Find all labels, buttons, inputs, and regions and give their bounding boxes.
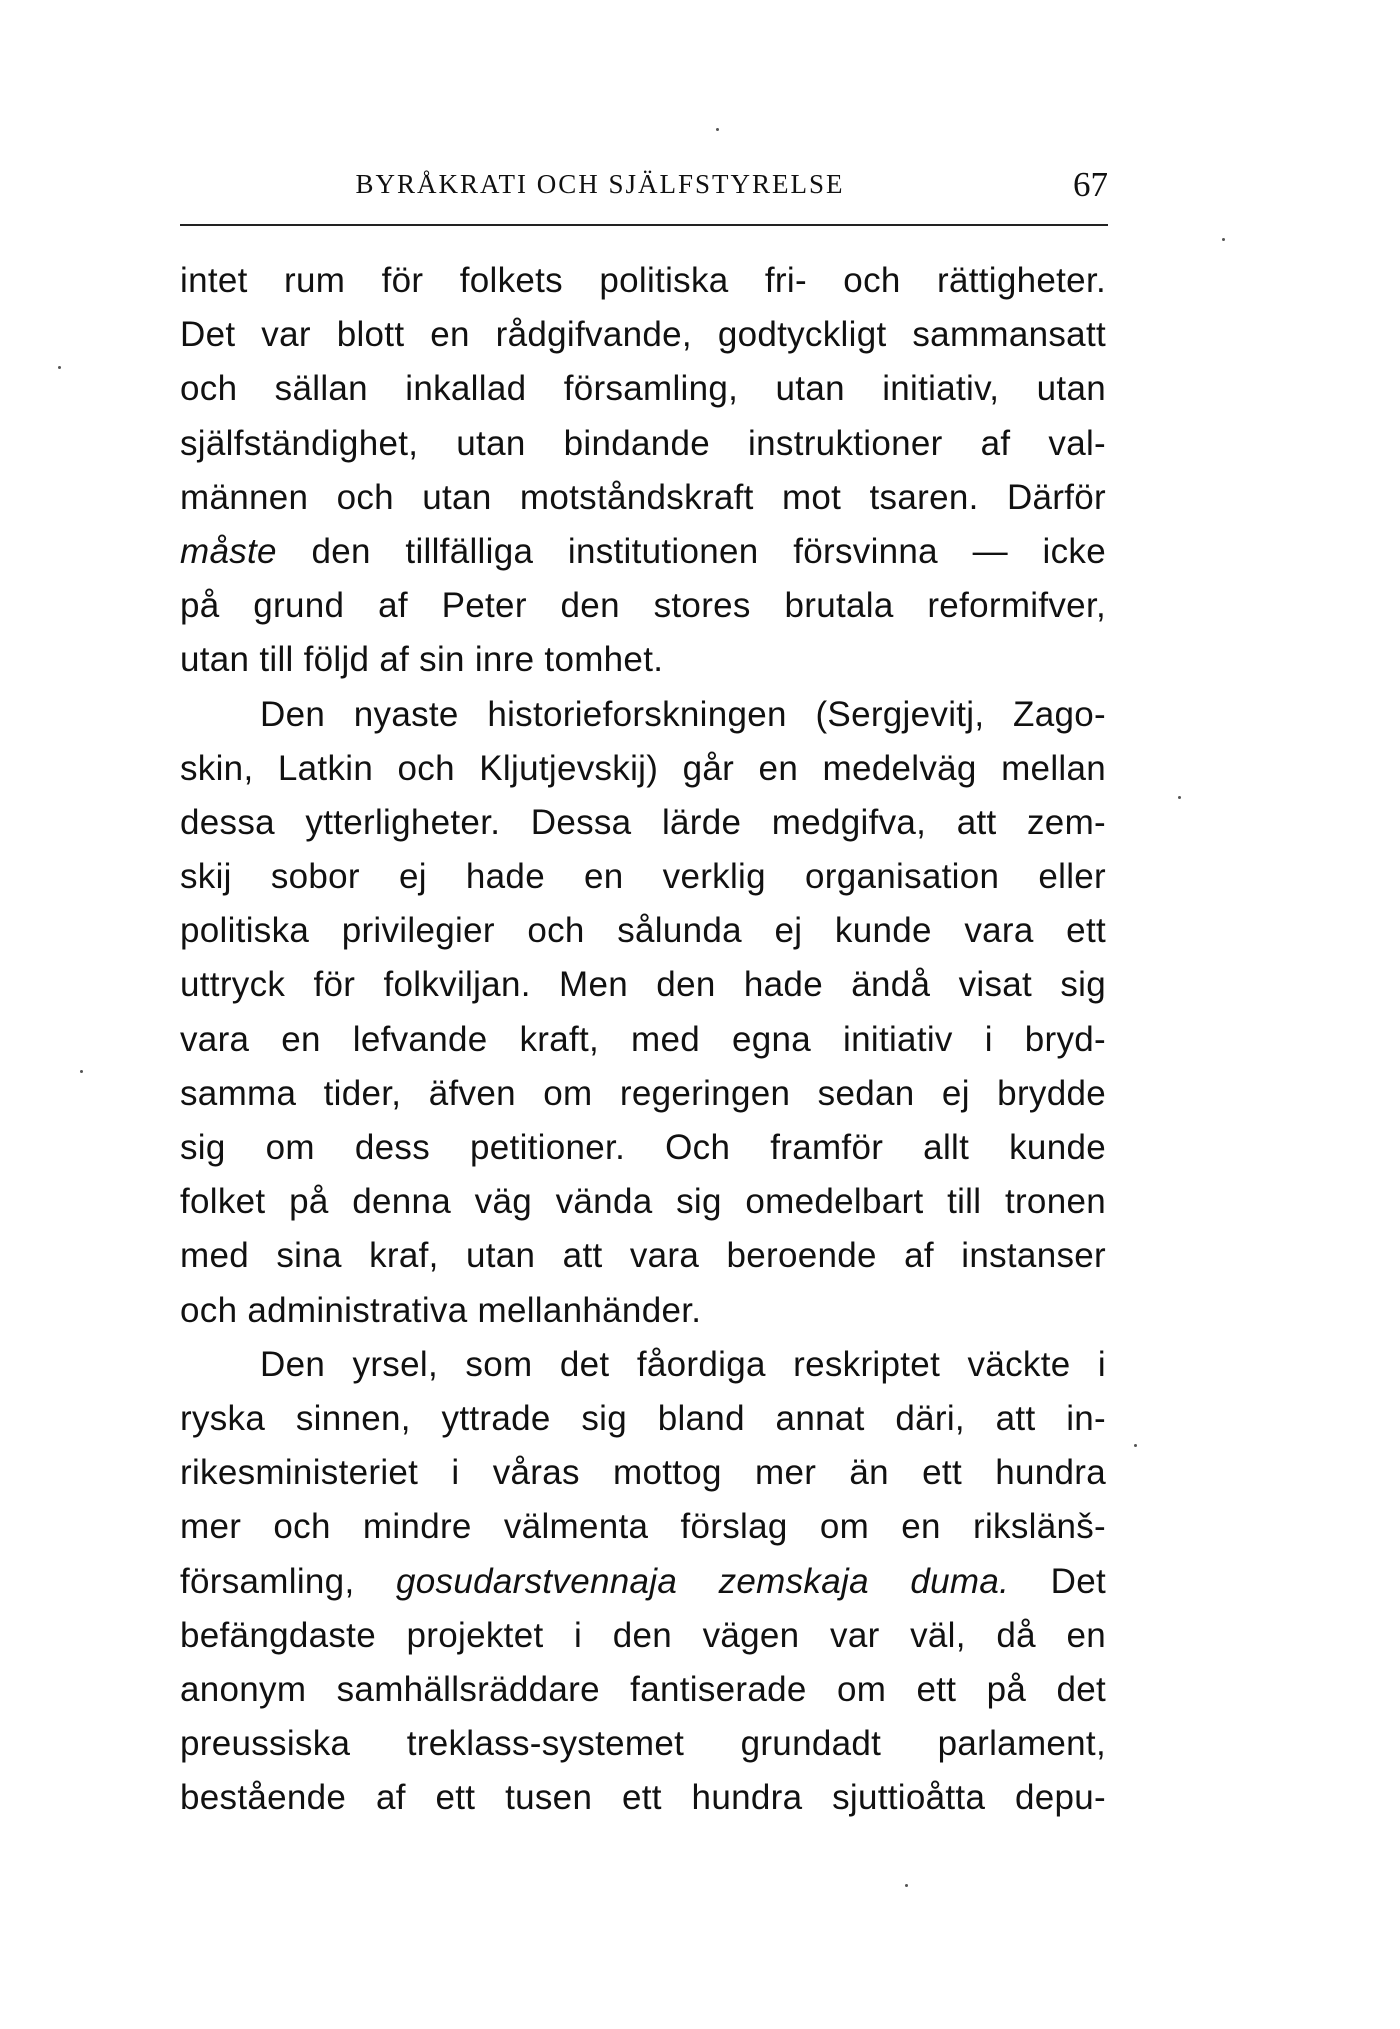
text-line-segment: politiska privilegier och sålunda ej kunde vara ett: [180, 911, 1106, 951]
scan-speck: [1178, 796, 1181, 799]
text-line: [180, 471, 1106, 525]
text-line-segment: anonym samhällsräddare fantiserade om ett på det: [180, 1669, 1106, 1709]
header-rule: [180, 224, 1108, 226]
italic-word: måste: [180, 531, 277, 571]
text-line: [180, 525, 1106, 579]
text-line-segment: utan till följd af sin inre tomhet.: [180, 640, 664, 680]
text-line-segment: Det var blott en rådgifvande, godtyckligt sammansatt: [180, 315, 1106, 355]
text-line: [180, 742, 1106, 796]
text-line: [180, 417, 1106, 471]
text-line: [180, 1717, 1106, 1771]
text-line: [180, 1392, 1106, 1446]
text-line-segment: männen och utan motståndskraft mot tsaren. Därför: [180, 477, 1106, 517]
text-line-segment: bestående af ett tusen ett hundra sjuttioåtta depu-: [180, 1778, 1106, 1818]
text-line-segment: uttryck för folkviljan. Men den hade ändå visat sig: [180, 965, 1106, 1005]
text-line: [180, 308, 1106, 362]
text-line-segment: den tillfälliga institutionen försvinna — icke: [276, 531, 1106, 571]
text-line-segment: Den yrsel, som det fåordiga reskriptet väckte i: [260, 1344, 1106, 1384]
text-line: [180, 1067, 1106, 1121]
page-number: 67: [1073, 165, 1108, 204]
text-line: [180, 1121, 1106, 1175]
scan-speck: [80, 1070, 83, 1073]
scan-speck: [905, 1884, 908, 1887]
text-line-segment: vara en lefvande kraft, med egna initiativ i bryd-: [180, 1019, 1106, 1059]
text-line-segment: församling,: [180, 1561, 396, 1601]
scan-speck: [1134, 1444, 1137, 1447]
text-line: [180, 1284, 1106, 1338]
text-line: [180, 1013, 1106, 1067]
text-line-segment: och administrativa mellanhänder.: [180, 1290, 702, 1330]
text-line-segment: skij sobor ej hade en verklig organisation eller: [180, 857, 1106, 897]
text-line: [180, 1771, 1106, 1825]
text-line: [180, 958, 1106, 1012]
text-line-segment: sig om dess petitioner. Och framför allt kunde: [180, 1128, 1106, 1167]
running-head-title: BYRÅKRATI OCH SJÄLFSTYRELSE: [355, 169, 845, 199]
text-line-segment: preussiska treklass-systemet grundadt parlament,: [180, 1724, 1106, 1764]
text-line: [180, 579, 1106, 633]
text-line: [180, 904, 1106, 958]
text-line: [180, 1338, 1106, 1392]
text-line: [180, 1446, 1106, 1500]
text-line: [180, 1555, 1106, 1609]
text-line: [180, 688, 1106, 742]
text-line-segment: ryska sinnen, yttrade sig bland annat däri, att in-: [180, 1398, 1106, 1438]
text-line-segment: skin, Latkin och Kljutjevskij) går en medelväg mellan: [180, 748, 1106, 788]
text-line-segment: dessa ytterligheter. Dessa lärde medgifva, att zem-: [180, 802, 1106, 842]
text-line-segment: själfständighet, utan bindande instruktioner af val-: [180, 423, 1106, 463]
text-line-segment: Det: [1009, 1561, 1106, 1601]
text-line-segment: mer och mindre välmenta förslag om en rikslänš-: [180, 1507, 1106, 1547]
text-line-segment: rikesministeriet i våras mottog mer än ett hundra: [180, 1453, 1106, 1493]
text-line-segment: befängdaste projektet i den vägen var väl, då en: [180, 1615, 1106, 1655]
body-text: [180, 254, 1106, 1825]
text-line: [180, 362, 1106, 416]
text-line-segment: folket på denna väg vända sig omedelbart till tronen: [180, 1182, 1106, 1222]
text-line-segment: Den nyaste historieforskningen (Sergjevitj, Zago-: [260, 694, 1106, 734]
italic-phrase: gosudarstvennaja zemskaja duma.: [395, 1561, 1010, 1601]
scan-speck: [58, 366, 61, 369]
text-line: [180, 1500, 1106, 1554]
text-line: [180, 850, 1106, 904]
text-line: [180, 633, 1106, 687]
text-line-segment: med sina kraf, utan att vara beroende af instanser: [180, 1236, 1106, 1276]
text-line: [180, 254, 1106, 308]
text-line-segment: intet rum för folkets politiska fri- och rättigheter.: [180, 261, 1106, 300]
text-line-segment: samma tider, äfven om regeringen sedan ej brydde: [180, 1073, 1106, 1113]
text-line-segment: på grund af Peter den stores brutala reformifver,: [180, 586, 1106, 626]
scan-speck: [716, 128, 719, 131]
running-head: [180, 165, 1110, 215]
text-line: [180, 796, 1106, 850]
text-line: [180, 1229, 1106, 1283]
text-line-segment: och sällan inkallad församling, utan initiativ, utan: [180, 369, 1106, 409]
scan-speck: [1222, 238, 1225, 241]
text-line: [180, 1175, 1106, 1229]
text-line: [180, 1663, 1106, 1717]
text-line: [180, 1609, 1106, 1663]
